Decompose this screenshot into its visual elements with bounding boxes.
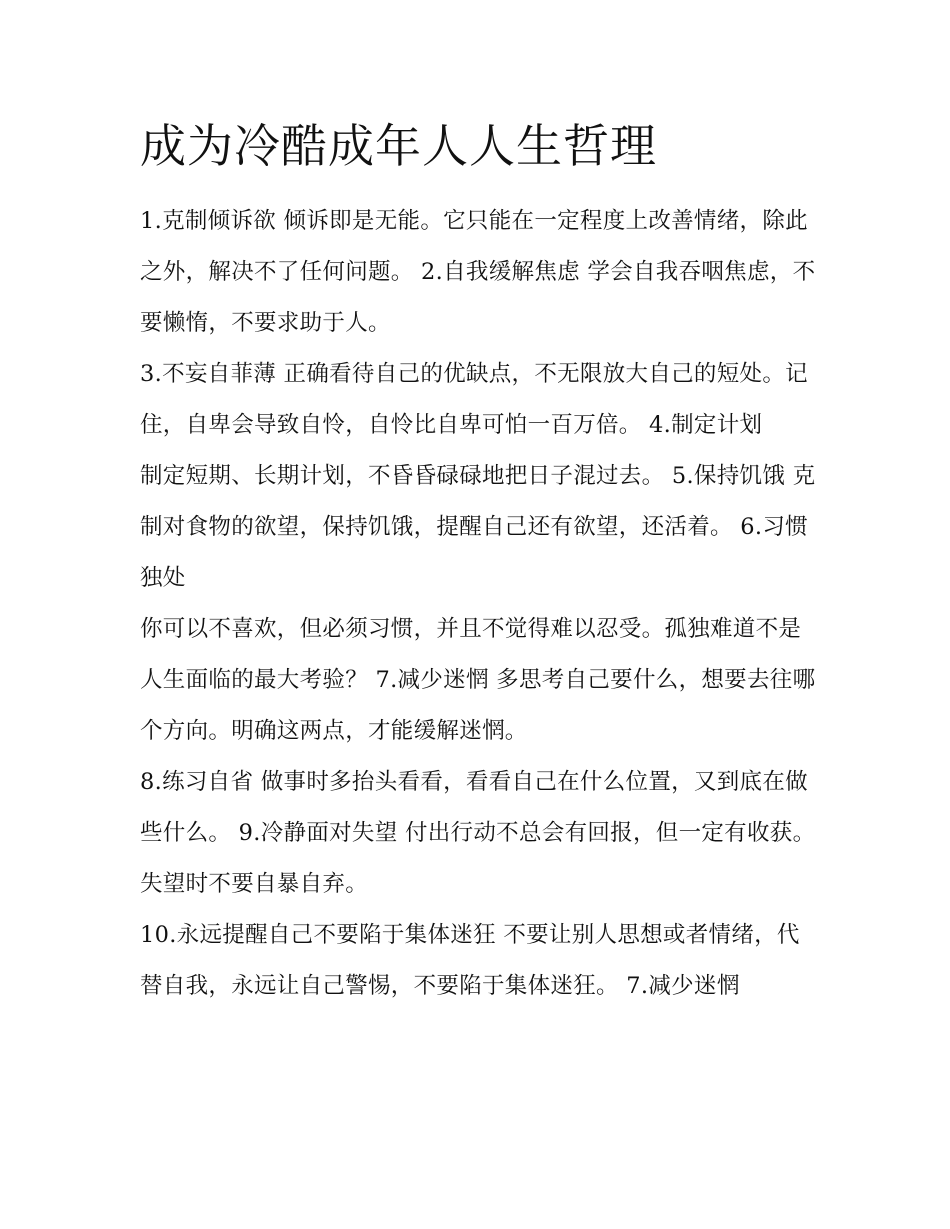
- document-title: 成为冷酷成年人人生哲理: [140, 119, 657, 173]
- paragraph: 你可以不喜欢，但必须习惯，并且不觉得难以忍受。孤独难道不是人生面临的最大考验？ 7.减少迷惘 多思考自己要什么，想要去往哪个方向。明确这两点，才能缓解迷惘。: [140, 616, 816, 744]
- paragraph: 1.克制倾诉欲 倾诉即是无能。它只能在一定程度上改善情绪，除此之外，解决不了任何问题。 2.自我缓解焦虑 学会自我吞咽焦虑，不要懒惰，不要求助于人。: [140, 208, 816, 336]
- paragraph: 制定短期、长期计划，不昏昏碌碌地把日子混过去。 5.保持饥饿 克制对食物的欲望，保持饥饿，提醒自己还有欲望，还活着。 6.习惯独处: [140, 463, 816, 591]
- document-body: [140, 196, 816, 1012]
- paragraph: 3.不妄自菲薄 正确看待自己的优缺点，不无限放大自己的短处。记住，自卑会导致自怜，自怜比自卑可怕一百万倍。 4.制定计划: [140, 361, 808, 438]
- paragraph: 10.永远提醒自己不要陷于集体迷狂 不要让别人思想或者情绪，代替自我，永远让自己警惕，不要陷于集体迷狂。 7.减少迷惘: [140, 922, 800, 999]
- paragraph: 8.练习自省 做事时多抬头看看，看看自己在什么位置，又到底在做些什么。 9.冷静面对失望 付出行动不总会有回报，但一定有收获。失望时不要自暴自弃。: [140, 769, 816, 897]
